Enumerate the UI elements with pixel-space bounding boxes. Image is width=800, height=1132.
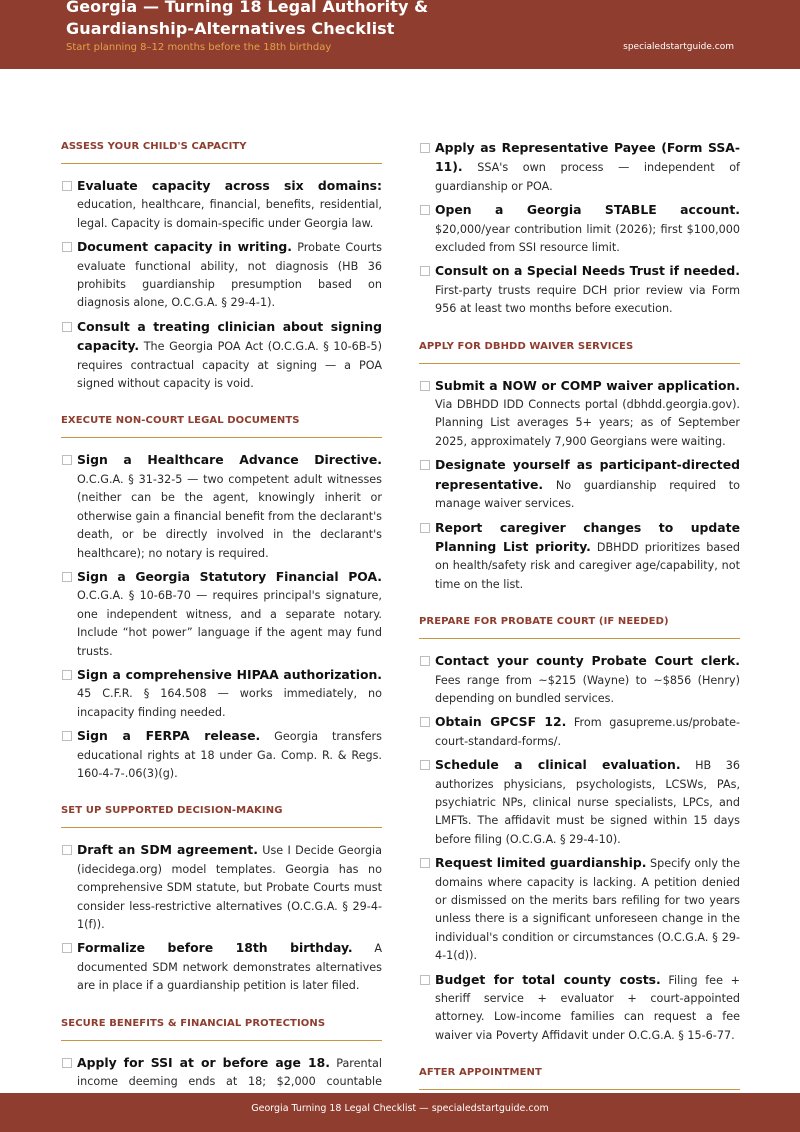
checklist-section-assess-your-child-s-capacity	[61, 139, 382, 393]
item-body: A documented SDM network demonstrates alternatives are in place if a guardianship petition is later filed.	[77, 942, 382, 993]
item-lead: Consult on a Special Needs Trust if needed.	[435, 263, 740, 279]
item-lead: Sign a comprehensive HIPAA authorization.	[77, 666, 382, 682]
item-lead: Draft an SDM agreement.	[77, 842, 258, 858]
checkbox-icon[interactable]	[420, 717, 430, 727]
checklist-item	[61, 841, 382, 934]
section-heading: APPLY FOR DBHDD WAIVER SERVICES	[419, 339, 740, 364]
item-lead: Request limited guardianship.	[435, 855, 647, 871]
checkbox-icon[interactable]	[62, 455, 72, 465]
checklist-section-set-up-supported-decision-making	[61, 803, 382, 995]
checklist-item	[61, 238, 382, 313]
checkbox-icon[interactable]	[420, 760, 430, 770]
item-lead: Open a Georgia STABLE account.	[435, 202, 740, 218]
checklist-section-prepare-for-probate-court-if-needed	[419, 614, 740, 1045]
checkbox-icon[interactable]	[62, 322, 72, 332]
item-lead: Budget for total county costs.	[435, 971, 661, 987]
item-lead: Schedule a clinical evaluation.	[435, 757, 681, 773]
checkbox-icon[interactable]	[420, 656, 430, 666]
item-body: Specify only the domains where capacity is lacking. A petition denied or dismissed on the merits bars refiling for two years unless there is a significant unforeseen change in the individual's condition or circumstances (O.C.G.A. § 29-4-1(d)).	[435, 857, 741, 963]
checkbox-icon[interactable]	[62, 670, 72, 680]
page-header	[0, 0, 800, 69]
checklist-section-apply-for-dbhdd-waiver-services	[419, 339, 740, 594]
checklist-item	[419, 854, 740, 965]
item-lead: Consult a treating clinician about signing capacity.	[77, 318, 382, 354]
checkbox-icon[interactable]	[62, 731, 72, 741]
page-footer: Georgia Turning 18 Legal Checklist — specialedstartguide.com	[0, 1093, 800, 1132]
item-lead: Obtain GPCSF 12.	[435, 714, 567, 730]
checkbox-icon[interactable]	[420, 266, 430, 276]
checkbox-icon[interactable]	[62, 181, 72, 191]
item-body: $20,000/year contribution limit (2026); first $100,000 excluded from SSI resource limit.	[435, 222, 740, 255]
page-subtitle: Start planning 8–12 months before the 18th birthday	[66, 42, 332, 53]
section-heading: ASSESS YOUR CHILD'S CAPACITY	[61, 139, 382, 164]
checklist-item	[419, 652, 740, 708]
item-body: education, healthcare, financial, benefits, residential, legal. Capacity is domain-specific under Georgia law.	[77, 198, 382, 230]
item-body: 45 C.F.R. § 164.508 — works immediately, no incapacity finding needed.	[77, 687, 382, 719]
item-body: Filing fee + sheriff service + evaluator + court-appointed attorney. Low-income families can request a fee waiver via Poverty Affidavit under O.C.G.A. § 15-6-77.	[435, 973, 740, 1042]
item-body: O.C.G.A. § 10-6B-70 — requires principal's signature, one independent witness, and a separate notary. Include “hot power” language if the agent may fund trusts.	[77, 589, 382, 658]
checkbox-icon[interactable]	[62, 572, 72, 582]
checkbox-icon[interactable]	[62, 845, 72, 855]
right-column	[419, 139, 740, 1110]
item-body: Via DBHDD IDD Connects portal (dbhdd.georgia.gov). Planning List averages 5+ years; as of September 2025, approximately 7,900 Georgians were waiting.	[435, 398, 740, 448]
item-lead: Contact your county Probate Court clerk.	[435, 653, 740, 669]
checklist-item	[61, 568, 382, 661]
checklist-item	[419, 756, 740, 849]
item-body: No guardianship required to manage waiver services.	[435, 478, 740, 511]
item-body: HB 36 authorizes physicians, psychologists, LCSWs, PAs, psychiatric NPs, clinical nurse specialists, LPCs, and LMFTs. The affidavit must be signed within 15 days before filing (O.C.G.A. § 29-4-10).	[435, 759, 740, 846]
checkbox-icon[interactable]	[62, 242, 72, 252]
item-body: Parental income deeming ends at 18; $2,000 countable	[77, 1056, 382, 1089]
checklist-item	[61, 451, 382, 562]
checkbox-icon[interactable]	[62, 943, 72, 953]
section-heading: EXECUTE NON-COURT LEGAL DOCUMENTS	[61, 413, 382, 438]
item-lead: Evaluate capacity across six domains:	[77, 178, 382, 193]
checklist-item	[419, 201, 740, 257]
checklist-item	[61, 177, 382, 233]
header-site-link[interactable]: specialedstartguide.com	[623, 42, 734, 52]
checklist-item	[419, 377, 740, 452]
item-lead: Apply for SSI at or before age 18.	[77, 1054, 330, 1070]
checkbox-icon[interactable]	[420, 205, 430, 215]
item-body: SSA's own process — independent of guardianship or POA.	[435, 161, 740, 193]
checkbox-icon[interactable]	[420, 460, 430, 470]
section-heading: SET UP SUPPORTED DECISION-MAKING	[61, 803, 382, 828]
checklist-item	[61, 666, 382, 722]
item-body: First-party trusts require DCH prior review via Form 956 at least two months before execution.	[435, 283, 740, 316]
item-lead: Submit a NOW or COMP waiver application.	[435, 377, 740, 393]
item-lead: Document capacity in writing.	[77, 239, 292, 255]
checkbox-icon[interactable]	[62, 1058, 72, 1068]
checklist-item	[419, 519, 740, 595]
checklist-item	[419, 713, 740, 751]
item-lead: Sign a FERPA release.	[77, 728, 261, 744]
checkbox-icon[interactable]	[420, 381, 430, 391]
checkbox-icon[interactable]	[420, 858, 430, 868]
checkbox-icon[interactable]	[420, 143, 430, 153]
item-body: Use I Decide Georgia (idecidega.org) model templates. Georgia has no comprehensive SDM statute, but Probate Courts must consider less-restrictive alternatives (O.C.G.A. § 29-4-1(f)).	[77, 844, 383, 931]
checklist-item	[419, 456, 740, 513]
item-body: Probate Courts evaluate functional ability, not diagnosis (HB 36 prohibits guardianship presumption based on diagnosis alone, O.C.G.A. § 29-4-1).	[77, 241, 382, 310]
item-body: Georgia transfers educational rights at 18 under Ga. Comp. R. & Regs. 160-4-7-.06(3)(g).	[77, 730, 382, 780]
checklist-item	[61, 727, 382, 783]
item-lead: Report caregiver changes to update Planning List priority.	[435, 519, 740, 554]
checklist-section-after-appointment	[419, 1065, 740, 1090]
checklist-section-continued	[419, 139, 740, 319]
page-title: Georgia — Turning 18 Legal Authority & Guardianship-Alternatives Checklist	[66, 0, 429, 38]
item-body: Fees range from ~$215 (Wayne) to ~$856 (Henry) depending on bundled services.	[435, 673, 740, 705]
checklist-item	[419, 262, 740, 318]
item-lead: Formalize before 18th birthday.	[77, 940, 353, 956]
item-lead: Sign a Georgia Statutory Financial POA.	[77, 568, 382, 584]
item-body: The Georgia POA Act (O.C.G.A. § 10-6B-5) requires contractual capacity at signing — a POA signed without capacity is void.	[77, 340, 382, 391]
checklist-item	[419, 139, 740, 196]
item-body: DBHDD prioritizes based on health/safety risk and caregiver age/capability, not time on the list.	[435, 540, 740, 591]
item-lead: Apply as Representative Payee (Form SSA-11).	[435, 140, 740, 175]
checkbox-icon[interactable]	[420, 523, 430, 533]
section-heading: SECURE BENEFITS & FINANCIAL PROTECTIONS	[61, 1016, 382, 1041]
checklist-item	[419, 971, 740, 1046]
item-body: From gasupreme.us/probate-court-standard-forms/.	[435, 716, 740, 748]
item-lead: Designate yourself as participant-directed representative.	[435, 457, 740, 492]
section-heading: PREPARE FOR PROBATE COURT (IF NEEDED)	[419, 614, 740, 639]
checkbox-icon[interactable]	[420, 975, 430, 985]
item-lead: Sign a Healthcare Advance Directive.	[77, 452, 382, 468]
section-heading: AFTER APPOINTMENT	[419, 1065, 740, 1090]
item-body: O.C.G.A. § 31-32-5 — two competent adult witnesses (neither can be the agent, knowingly inherit or otherwise gain a financial benefit from the declarant's death, or be directly involved in the declarant's healthcare); no notary is required.	[77, 472, 382, 560]
checklist-item	[61, 939, 382, 995]
left-column	[61, 139, 382, 1130]
checklist-section-execute-non-court-legal-documents	[61, 413, 382, 783]
checklist-item	[61, 318, 382, 394]
